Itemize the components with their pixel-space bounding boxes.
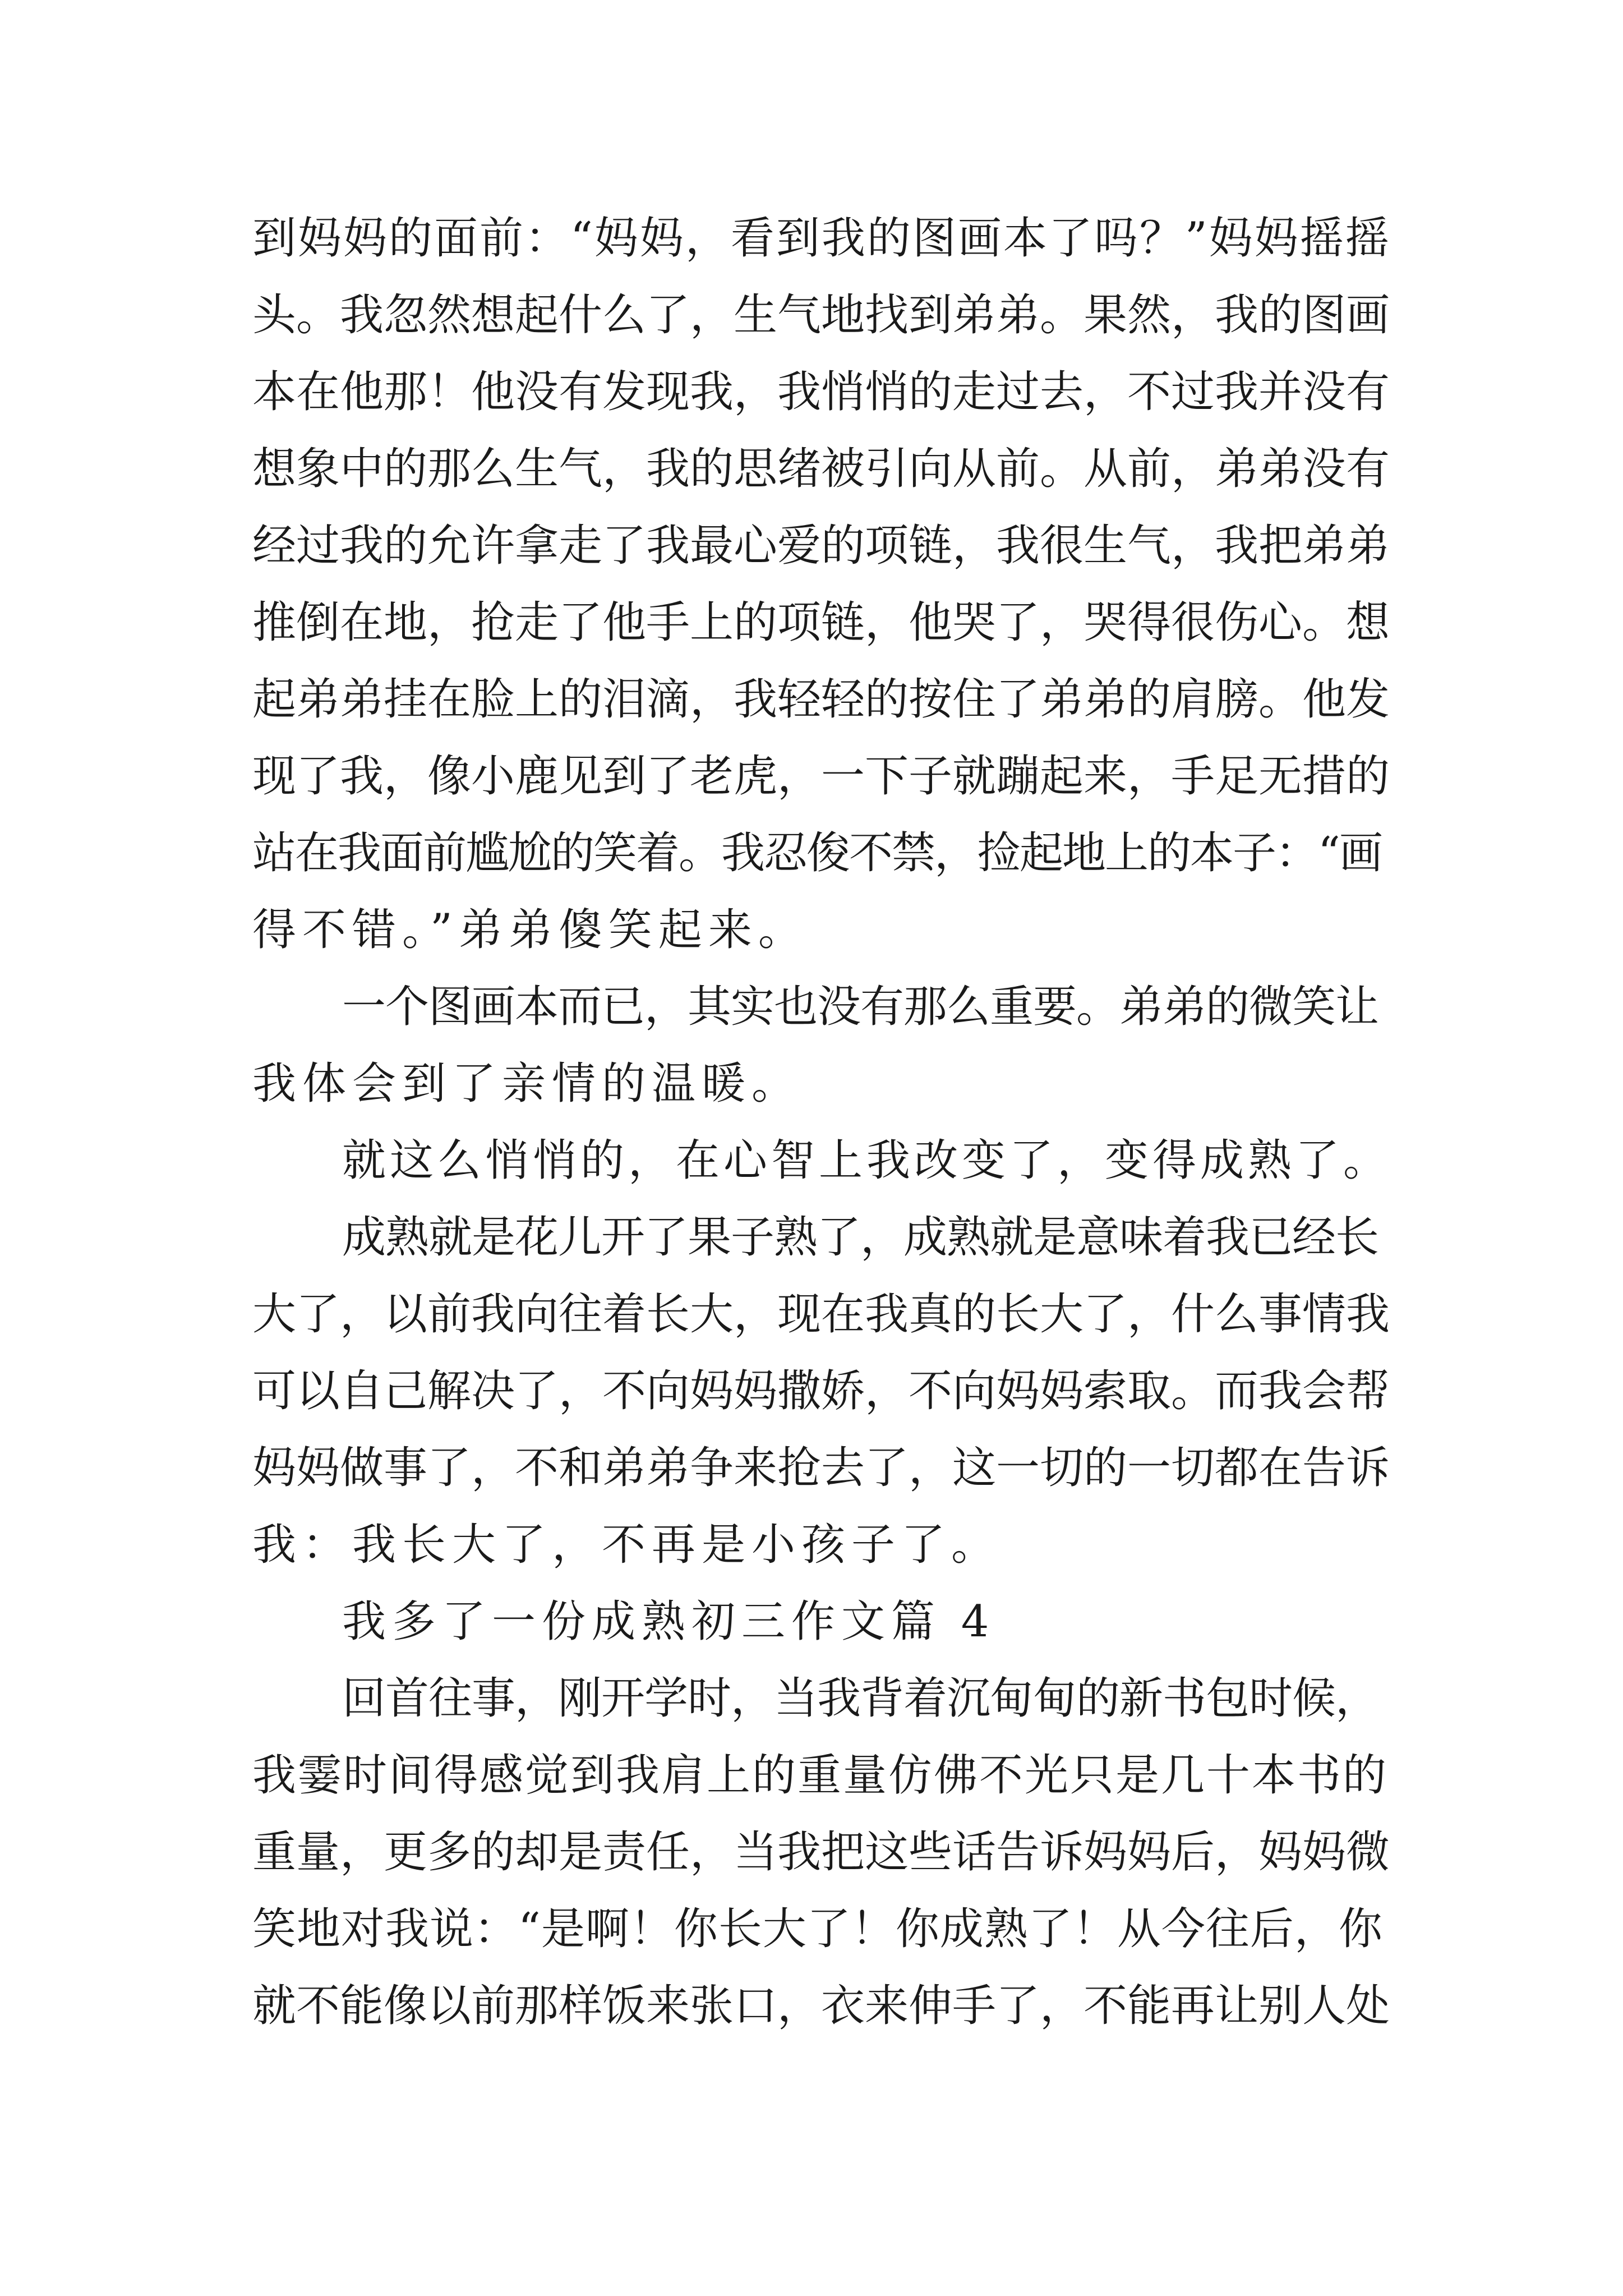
text-line: 笑地对我说：“是啊！你长大了！你成熟了！从今往后，你	[252, 1904, 1383, 1954]
text-line: 一个图画本而已，其实也没有那么重要。弟弟的微笑让	[342, 982, 1379, 1032]
text-line: 得不错。”弟弟傻笑起来。	[252, 905, 808, 955]
text-line: 想象中的那么生气，我的思绪被引向从前。从前，弟弟没有	[252, 444, 1390, 494]
text-line: 我：我长大了，不再是小孩子了。	[252, 1520, 1002, 1570]
section-heading: 我多了一份成熟初三作文篇 4	[342, 1596, 995, 1647]
text-line: 成熟就是花儿开了果子熟了，成熟就是意味着我已经长	[342, 1212, 1379, 1263]
text-line: 本在他那！他没有发现我，我悄悄的走过去，不过我并没有	[252, 367, 1390, 417]
text-line: 推倒在地，抢走了他手上的项链，他哭了，哭得很伤心。想	[252, 597, 1390, 648]
text-line: 回首往事，刚开学时，当我背着沉甸甸的新书包时候，	[342, 1673, 1379, 1724]
text-line: 我体会到了亲情的温暖。	[252, 1059, 802, 1109]
text-line: 我霎时间得感觉到我肩上的重量仿佛不光只是几十本书的	[252, 1750, 1389, 1801]
text-line: 到妈妈的面前：“妈妈，看到我的图画本了吗？”妈妈摇摇	[252, 213, 1391, 264]
text-line: 经过我的允许拿走了我最心爱的项链，我很生气，我把弟弟	[252, 521, 1390, 571]
text-line: 站在我面前尴尬的笑着。我忍俊不禁，捡起地上的本子：“画	[252, 828, 1382, 878]
text-line: 现了我，像小鹿见到了老虎，一下子就蹦起来，手足无措的	[252, 751, 1390, 802]
text-line: 大了，以前我向往着长大，现在我真的长大了，什么事情我	[252, 1289, 1390, 1340]
text-line: 重量，更多的却是责任，当我把这些话告诉妈妈后，妈妈微	[252, 1827, 1390, 1878]
text-line: 头。我忽然想起什么了，生气地找到弟弟。果然，我的图画	[252, 290, 1390, 341]
text-line: 起弟弟挂在脸上的泪滴，我轻轻的按住了弟弟的肩膀。他发	[252, 674, 1390, 725]
text-line: 妈妈做事了，不和弟弟争来抢去了，这一切的一切都在告诉	[252, 1443, 1390, 1493]
text-line: 可以自己解决了，不向妈妈撒娇，不向妈妈索取。而我会帮	[252, 1366, 1390, 1416]
text-line: 就不能像以前那样饭来张口，衣来伸手了，不能再让别人处	[252, 1981, 1390, 2031]
text-line: 就这么悄悄的，在心智上我改变了，变得成熟了。	[342, 1135, 1391, 1186]
